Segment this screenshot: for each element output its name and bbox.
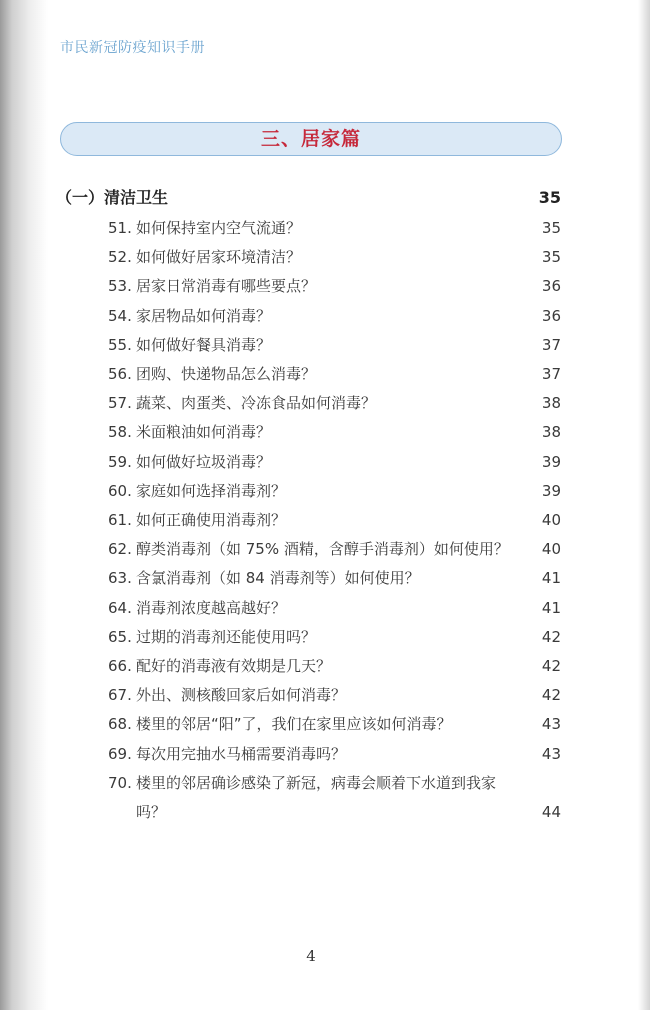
toc-entry[interactable] <box>108 740 561 769</box>
toc-entry-number: 69. <box>108 744 132 763</box>
toc-entry-title: 如何正确使用消毒剂？ <box>136 511 287 530</box>
toc-entry-number: 51. <box>108 219 132 237</box>
toc-entry[interactable] <box>108 448 561 477</box>
toc-entry-title: 楼里的邻居“阳”了，我们在家里应该如何消毒？ <box>136 715 452 734</box>
toc-entry-number: 58. <box>108 423 132 442</box>
toc-entry[interactable] <box>108 389 561 418</box>
toc-entry-page: 40 <box>541 540 561 559</box>
page-number: 4 <box>306 947 316 965</box>
toc-entry-title: 米面粮油如何消毒？ <box>136 423 272 442</box>
toc-entry-title: 如何做好居家环境清洁？ <box>136 248 302 267</box>
toc-entry-page: 38 <box>541 394 561 413</box>
toc-entry-number: 60. <box>108 481 132 500</box>
toc-entry-page: 42 <box>541 657 561 676</box>
toc-entry-title: 如何做好垃圾消毒？ <box>136 452 272 471</box>
subsection-page: 35 <box>538 188 561 207</box>
toc-entry[interactable] <box>108 681 561 710</box>
toc-entry[interactable] <box>108 623 561 652</box>
toc-entry-number: 52. <box>108 248 132 267</box>
toc-entry-number: 55. <box>108 335 132 354</box>
toc-entry-page: 42 <box>541 627 561 646</box>
toc-entry-number: 68. <box>108 715 132 734</box>
toc-entry[interactable] <box>108 272 561 301</box>
toc-entry[interactable] <box>108 302 561 331</box>
page-edge-shadow-left <box>0 0 48 1010</box>
toc-entry-title: 如何保持室内空气流通？ <box>136 219 302 237</box>
toc-entry-title: 含氯消毒剂（如 84 消毒剂等）如何使用？ <box>136 569 420 588</box>
toc-entry-page: 37 <box>541 365 561 384</box>
toc-entry-page: 43 <box>541 715 561 734</box>
toc-entry-title: 配好的消毒液有效期是几天？ <box>136 657 332 676</box>
toc-entry-number: 62. <box>108 540 132 559</box>
toc-entry-number: 64. <box>108 598 132 617</box>
section-banner <box>60 122 562 156</box>
toc-entry-number: 66. <box>108 657 132 676</box>
toc-entry-number: 63. <box>108 569 132 588</box>
toc-entry[interactable] <box>108 360 561 389</box>
toc-entry-page: 41 <box>541 598 561 617</box>
toc-entry[interactable] <box>108 418 561 447</box>
toc-entry-page: 35 <box>541 248 561 267</box>
toc-entry-title: 消毒剂浓度越高越好？ <box>136 598 287 617</box>
toc-entry-number: 57. <box>108 394 132 413</box>
toc-entry-number: 67. <box>108 686 132 705</box>
toc-list <box>108 214 561 827</box>
toc-entry-page: 42 <box>541 686 561 705</box>
toc-entry-number: 70. <box>108 773 132 792</box>
toc-entry-title: 家庭如何选择消毒剂？ <box>136 481 287 500</box>
toc-entry[interactable] <box>108 769 561 827</box>
toc-entry-title: 团购、快递物品怎么消毒？ <box>136 365 317 384</box>
toc-entry-title: 过期的消毒剂还能使用吗？ <box>136 627 317 646</box>
toc-entry-number: 54. <box>108 306 132 325</box>
toc-entry-title: 醇类消毒剂（如 75% 酒精，含醇手消毒剂）如何使用？ <box>136 540 509 559</box>
toc-entry[interactable] <box>108 243 561 272</box>
toc-subsection-heading[interactable] <box>56 185 561 211</box>
toc-entry-page: 39 <box>541 452 561 471</box>
toc-entry-number: 65. <box>108 627 132 646</box>
toc-entry[interactable] <box>108 710 561 739</box>
toc-entry-page: 43 <box>541 744 561 763</box>
toc-entry-number: 59. <box>108 452 132 471</box>
toc-entry-number: 53. <box>108 277 132 296</box>
toc-entry-title: 蔬菜、肉蛋类、冷冻食品如何消毒？ <box>136 394 377 413</box>
toc-entry-number: 56. <box>108 365 132 384</box>
subsection-title: （一）清洁卫生 <box>56 188 169 207</box>
toc-entry[interactable] <box>108 331 561 360</box>
toc-entry[interactable] <box>108 594 561 623</box>
toc-entry-title: 居家日常消毒有哪些要点？ <box>136 277 317 296</box>
toc-entry-page: 35 <box>541 219 561 237</box>
toc-entry[interactable] <box>108 506 561 535</box>
toc-entry[interactable] <box>108 652 561 681</box>
toc-entry-page: 44 <box>541 803 561 822</box>
toc-entry-page: 39 <box>541 481 561 500</box>
section-title: 三、居家篇 <box>260 128 361 150</box>
toc-entry[interactable] <box>108 564 561 593</box>
toc-entry-page: 41 <box>541 569 561 588</box>
toc-entry-page: 40 <box>541 511 561 530</box>
toc-entry-title: 每次用完抽水马桶需要消毒吗？ <box>136 744 347 763</box>
toc-entry-number: 61. <box>108 511 132 530</box>
toc-entry[interactable] <box>108 477 561 506</box>
toc-entry[interactable] <box>108 214 561 243</box>
toc-entry-page: 36 <box>541 277 561 296</box>
toc-entry-title: 外出、测核酸回家后如何消毒？ <box>136 686 347 705</box>
toc-entry-title: 家居物品如何消毒？ <box>136 306 272 325</box>
toc-entry-title: 如何做好餐具消毒？ <box>136 335 272 354</box>
toc-entry[interactable] <box>108 535 561 564</box>
toc-entry-title: 楼里的邻居确诊感染了新冠，病毒会顺着下水道到我家吗？ <box>136 773 497 822</box>
running-header: 市民新冠防疫知识手册 <box>60 40 205 56</box>
toc-entry-page: 37 <box>541 335 561 354</box>
toc-entry-page: 36 <box>541 306 561 325</box>
toc-entry-page: 38 <box>541 423 561 442</box>
page-edge-shadow-right <box>638 0 650 1010</box>
